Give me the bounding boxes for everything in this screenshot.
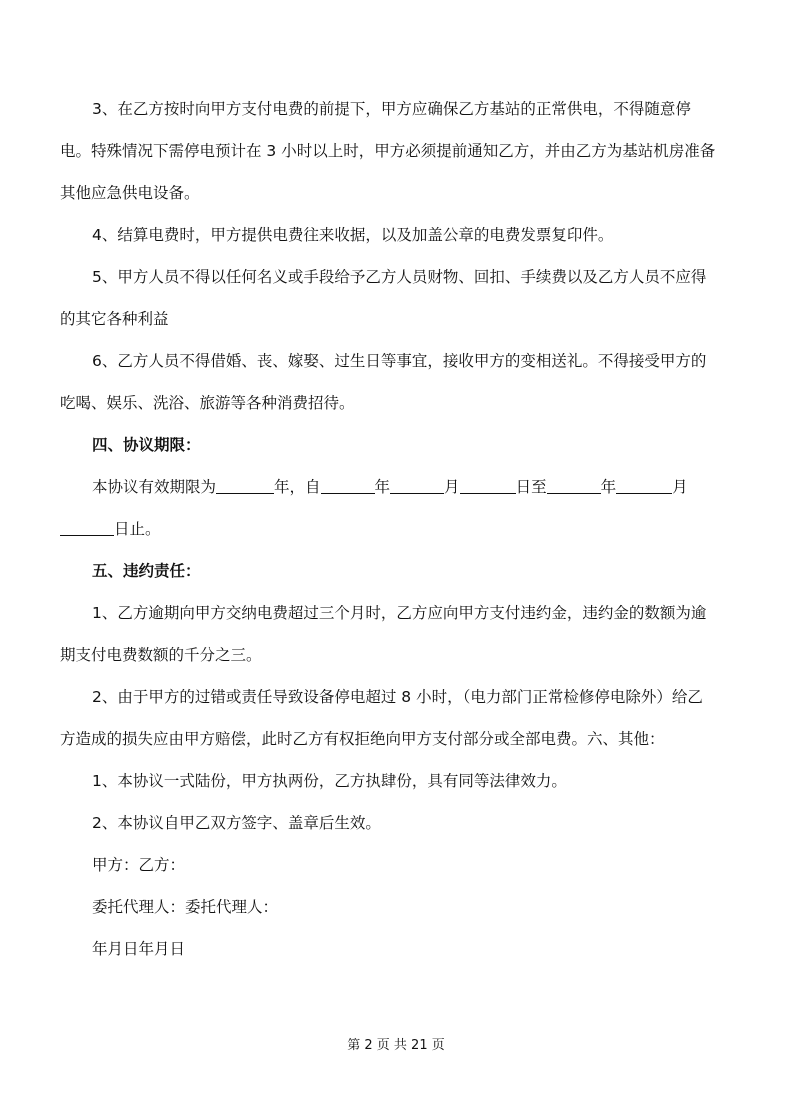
end-day-blank bbox=[60, 519, 114, 536]
term-end-label: 日止。 bbox=[114, 520, 161, 538]
start-year-blank bbox=[321, 477, 375, 494]
signature-dates: 年月日年月日 bbox=[92, 940, 186, 958]
clause-6-line-2: 吃喝、娱乐、洗浴、旅游等各种消费招待。 bbox=[60, 394, 355, 412]
end-year-label: 年 bbox=[600, 478, 617, 496]
term-end-line bbox=[60, 518, 740, 540]
start-day-label: 日至 bbox=[515, 478, 547, 496]
clause-3-line-1: 3、在乙方按时向甲方支付电费的前提下，甲方应确保乙方基站的正常供电，不得随意停 bbox=[92, 100, 691, 118]
term-heading: 四、协议期限： bbox=[92, 436, 201, 454]
term-prefix: 本协议有效期限为 bbox=[92, 478, 217, 496]
start-day-blank bbox=[460, 477, 516, 494]
clause-5-line-1: 5、甲方人员不得以任何名义或手段给予乙方人员财物、回扣、手续费以及乙方人员不应得 bbox=[92, 268, 707, 286]
other-2: 2、本协议自甲乙双方签字、盖章后生效。 bbox=[92, 814, 381, 832]
signature-parties: 甲方：乙方： bbox=[92, 856, 186, 874]
term-years-blank bbox=[216, 477, 274, 494]
end-year-blank bbox=[547, 477, 601, 494]
clause-5-line-2: 的其它各种利益 bbox=[60, 310, 169, 328]
clause-3-line-2: 电。特殊情况下需停电预计在 3 小时以上时，甲方必须提前通知乙方，并由乙方为基站机房准备 bbox=[60, 142, 716, 160]
start-month-label: 月 bbox=[444, 478, 460, 496]
breach-2-line-1: 2、由于甲方的过错或责任导致设备停电超过 8 小时，（电力部门正常检修停电除外）给乙 bbox=[92, 688, 703, 706]
start-year-label: 年 bbox=[374, 478, 391, 496]
breach-heading: 五、违约责任： bbox=[92, 562, 201, 580]
clause-3-line-3: 其他应急供电设备。 bbox=[60, 184, 200, 202]
breach-2-line-2: 方造成的损失应由甲方赔偿，此时乙方有权拒绝向甲方支付部分或全部电费。六、其他： bbox=[60, 730, 665, 748]
other-1: 1、本协议一式陆份，甲方执两份，乙方执肆份，具有同等法律效力。 bbox=[92, 772, 567, 790]
breach-1-line-2: 期支付电费数额的千分之三。 bbox=[60, 646, 262, 664]
term-year-label: 年，自 bbox=[274, 478, 321, 496]
start-month-blank bbox=[390, 477, 444, 494]
end-month-blank bbox=[616, 477, 672, 494]
page-indicator: 第 2 页 共 21 页 bbox=[347, 1038, 445, 1053]
end-month-label: 月 bbox=[672, 478, 688, 496]
signature-agents: 委托代理人：委托代理人： bbox=[92, 898, 279, 916]
term-sentence bbox=[92, 476, 772, 498]
clause-6-line-1: 6、乙方人员不得借婚、丧、嫁娶、过生日等事宜，接收甲方的变相送礼。不得接受甲方的 bbox=[92, 352, 707, 370]
breach-1-line-1: 1、乙方逾期向甲方交纳电费超过三个月时，乙方应向甲方支付违约金，违约金的数额为逾 bbox=[92, 604, 707, 622]
clause-4: 4、结算电费时，甲方提供电费往来收据，以及加盖公章的电费发票复印件。 bbox=[92, 226, 614, 244]
